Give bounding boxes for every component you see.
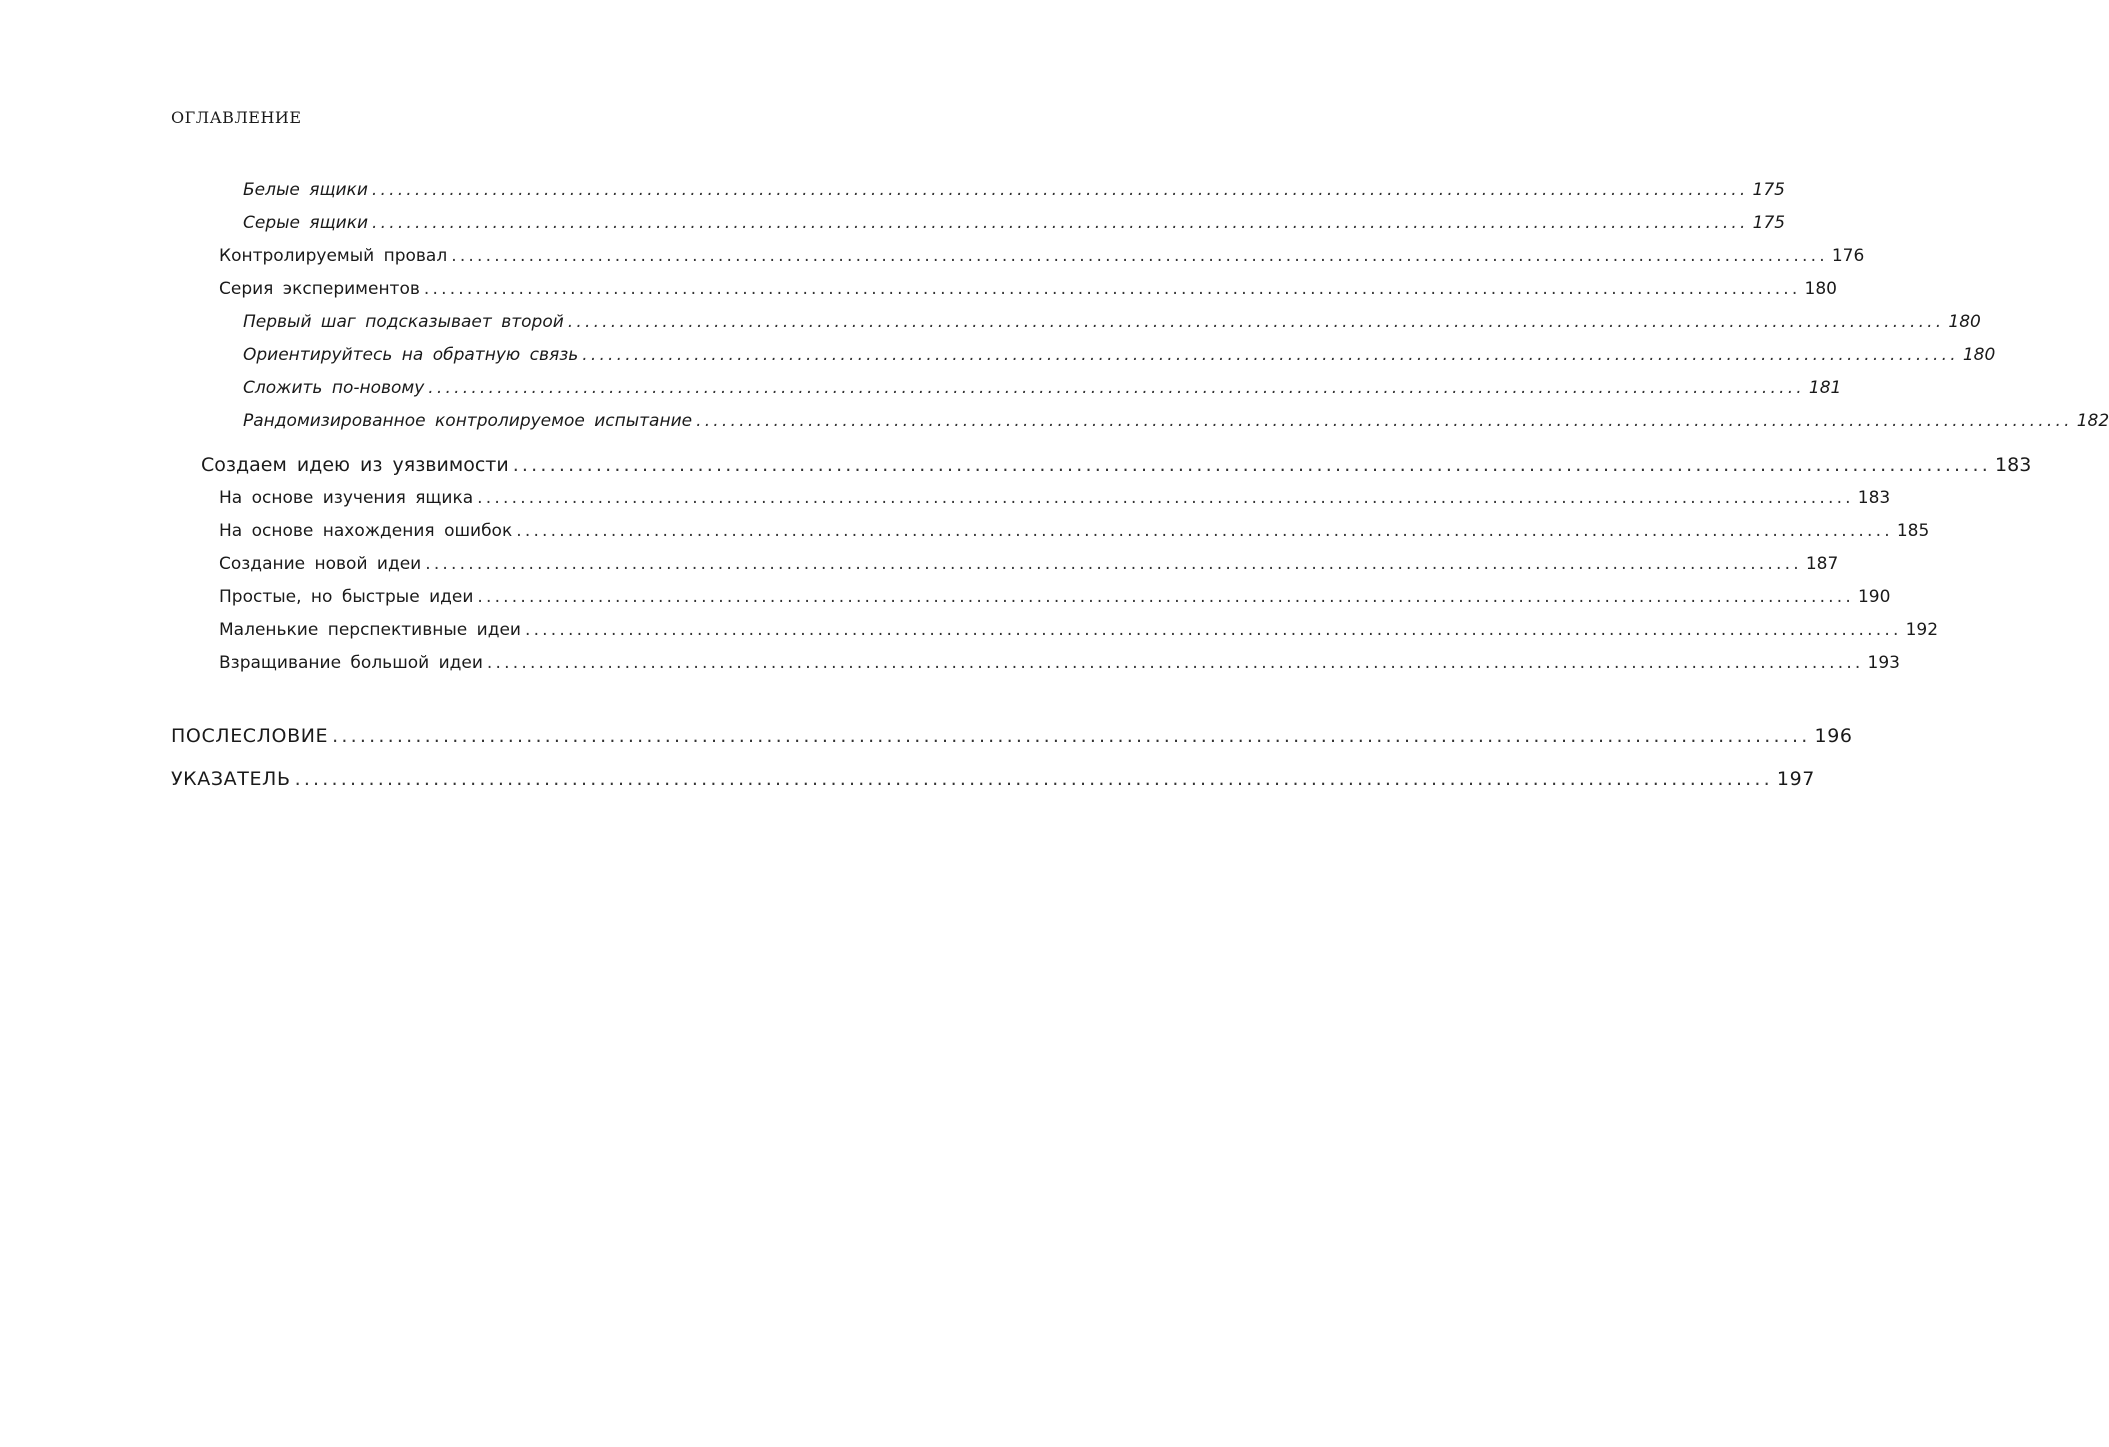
dot-leader: ................................................................................................................................................................	[423, 279, 1801, 299]
toc-entry-page: 182	[2076, 411, 2109, 431]
toc-entry[interactable]	[219, 653, 1900, 673]
toc-entry[interactable]	[219, 587, 1891, 607]
toc-entry-title: Серые ящики	[243, 213, 369, 233]
toc-entry[interactable]	[243, 213, 1786, 233]
toc-entry-page: 192	[1905, 620, 1939, 640]
toc-entry[interactable]	[219, 246, 1865, 266]
dot-leader: ................................................................................................................................................................	[371, 180, 1749, 200]
dot-leader: ................................................................................................................................................................	[425, 554, 1802, 574]
toc-entry[interactable]	[219, 554, 1839, 574]
toc-entry-page: 180	[1962, 345, 1996, 365]
toc-entry-title: ПОСЛЕСЛОВИЕ	[171, 725, 329, 747]
toc-entry-title: Маленькие перспективные идеи	[219, 620, 521, 640]
toc-entry-title: Простые, но быстрые идеи	[219, 587, 474, 607]
toc-entry-title: Создаем идею из уязвимости	[201, 454, 509, 476]
dot-leader: ................................................................................................................................................................	[516, 521, 1893, 541]
toc-entry-page: 187	[1805, 554, 1839, 574]
toc-entry[interactable]	[243, 312, 1981, 332]
dot-leader: ................................................................................................................................................................	[567, 312, 1945, 332]
toc-entry[interactable]	[219, 521, 1930, 541]
toc-entry-title: Белые ящики	[243, 180, 368, 200]
toc-entry-page: 197	[1776, 768, 1815, 790]
toc-entry-page: 180	[1804, 279, 1837, 299]
toc-entry-title: Серия экспериментов	[219, 279, 420, 299]
toc-entry-page: 175	[1752, 180, 1785, 200]
dot-leader: ................................................................................................................................................................	[477, 587, 1854, 607]
toc-entry-title: Контролируемый провал	[219, 246, 448, 266]
dot-leader: ................................................................................................................................................................	[582, 345, 1959, 365]
toc-entry-title: Сложить по-новому	[243, 378, 425, 398]
running-head: ОГЛАВЛЕНИЕ	[171, 108, 302, 127]
toc-entry[interactable]	[171, 725, 1853, 747]
toc-entry-title: Ориентируйтесь на обратную связь	[243, 345, 579, 365]
dot-leader: ................................................................................................................................................................	[451, 246, 1828, 266]
toc-entry-page: 175	[1752, 213, 1786, 233]
dot-leader: ................................................................................................................................................................	[477, 488, 1854, 508]
toc-entry[interactable]	[243, 378, 1842, 398]
toc-entry[interactable]	[243, 345, 1996, 365]
dot-leader: ................................................................................................................................................................	[428, 378, 1805, 398]
toc-entry[interactable]	[201, 454, 2032, 476]
dot-leader: ................................................................................................................................................................	[696, 411, 2073, 431]
toc-entry[interactable]	[243, 180, 1785, 200]
toc-entry-page: 180	[1948, 312, 1981, 332]
toc-entry-title: Рандомизированное контролируемое испытание	[243, 411, 693, 431]
toc-entry-title: УКАЗАТЕЛЬ	[171, 768, 291, 790]
dot-leader: ................................................................................................................................................................	[372, 213, 1749, 233]
toc-entry-title: На основе изучения ящика	[219, 488, 474, 508]
toc-entry-page: 185	[1896, 521, 1930, 541]
dot-leader: ................................................................................................................................................................	[524, 620, 1902, 640]
toc-entry[interactable]	[219, 620, 1939, 640]
toc-entry-page: 183	[1857, 488, 1891, 508]
toc-entry-title: Создание новой идеи	[219, 554, 422, 574]
toc-entry[interactable]	[171, 768, 1815, 790]
toc-entry-page: 193	[1867, 653, 1900, 673]
dot-leader: ................................................................................................................................................................	[294, 768, 1773, 790]
toc-entry-title: Первый шаг подсказывает второй	[243, 312, 564, 332]
dot-leader: ................................................................................................................................................................	[512, 454, 1992, 476]
dot-leader: ................................................................................................................................................................	[486, 653, 1864, 673]
toc-entry-page: 183	[1995, 454, 2032, 476]
toc-entry-page: 190	[1857, 587, 1891, 607]
dot-leader: ................................................................................................................................................................	[332, 725, 1811, 747]
toc-entry-title: Взращивание большой идеи	[219, 653, 483, 673]
toc-entry-page: 176	[1831, 246, 1865, 266]
toc-entry-page: 196	[1814, 725, 1853, 747]
toc-entry-page: 181	[1808, 378, 1842, 398]
toc-entry-title: На основе нахождения ошибок	[219, 521, 513, 541]
toc-entry[interactable]	[219, 488, 1891, 508]
toc-entry[interactable]	[219, 279, 1837, 299]
toc-entry[interactable]	[243, 411, 2109, 431]
